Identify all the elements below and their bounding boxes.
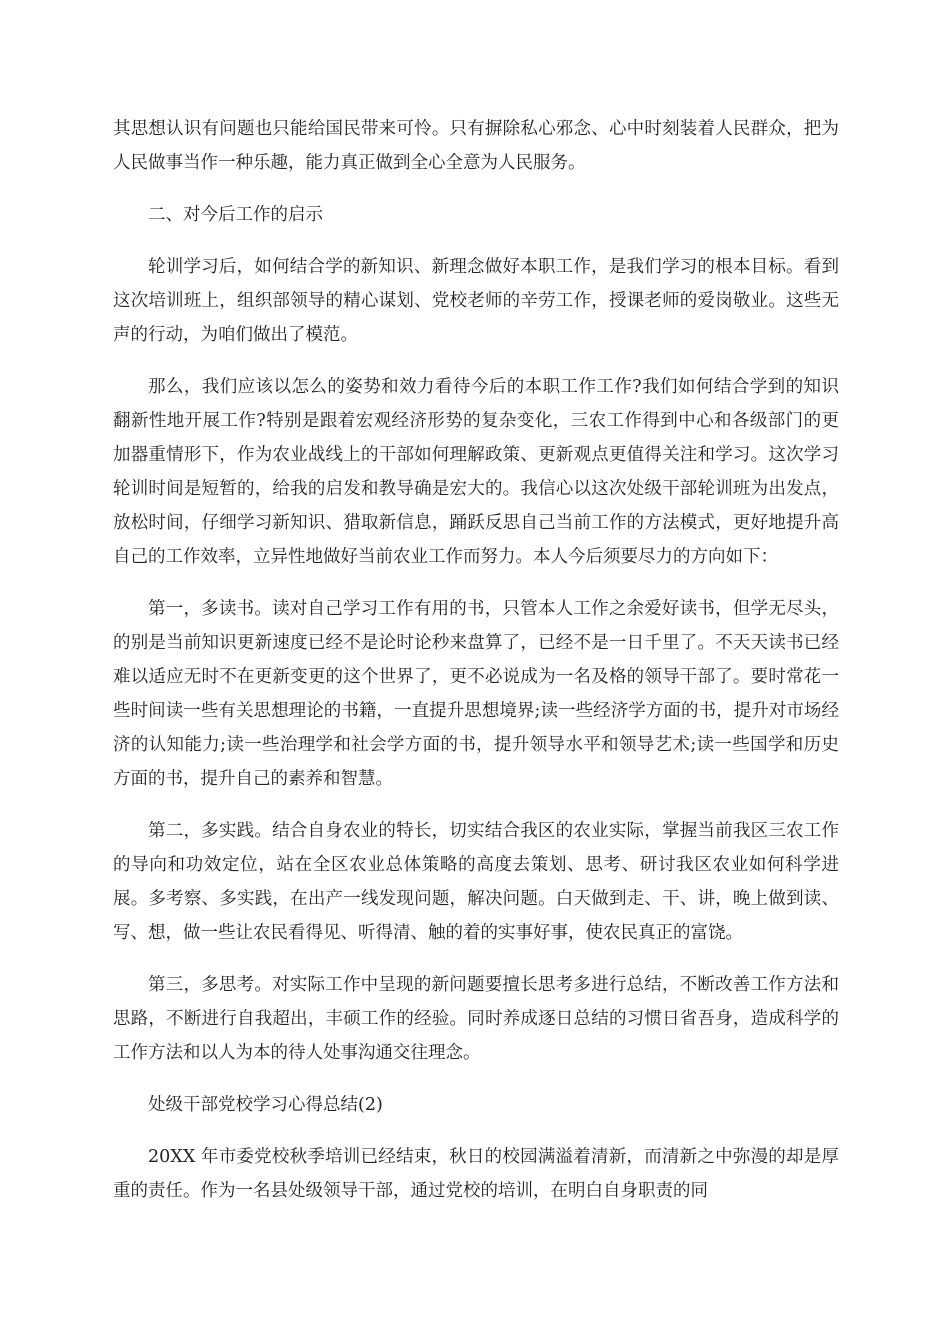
- paragraph: 20XX 年市委党校秋季培训已经结束，秋日的校园满溢着清新，而清新之中弥漫的却是厚重的责任。作为一名县处级领导干部，通过党校的培训，在明白自身职责的同: [113, 1147, 839, 1201]
- paragraph-read-more: 第一，多读书。读对自己学习工作有用的书，只管本人工作之余爱好读书，但学无尽头，的别是当前知识更新速度已经不是论时论秒来盘算了，已经不是一日千里了。不天天读书已经难以适应无时不在更新变更的这个世界了，更不必说成为一名及格的领导干部了。要时常花一些时间读一些有关思想理论的书籍，一直提升思想境界;读一些经济学方面的书，提升对市场经济的认知能力;读一些治理学和社会学方面的书，提升领导水平和领导艺术;读一些国学和历史方面的书，提升自己的素养和智慧。: [113, 599, 839, 789]
- article-title-2: 处级干部党校学习心得总结(2): [148, 1095, 383, 1115]
- paragraph-continued: 其思想认识有问题也只能给国民带来可怜。只有摒除私心邪念、心中时刻装着人民群众，把为人民做事当作一种乐趣，能力真正做到全心全意为人民服务。: [113, 119, 839, 173]
- paragraph: 轮训学习后，如何结合学的新知识、新理念做好本职工作，是我们学习的根本目标。看到这次培训班上，组织部领导的精心谋划、党校老师的辛劳工作，授课老师的爱岗敬业。这些无声的行动，为咱们做出了模范。: [113, 257, 839, 345]
- paragraph-practice-more: 第二，多实践。结合自身农业的特长，切实结合我区的农业实际，掌握当前我区三农工作的导向和功效定位，站在全区农业总体策略的高度去策划、思考、研讨我区农业如何科学进展。多考察、多实践，在出产一线发现问题，解决问题。白天做到走、干、讲，晚上做到读、写、想，做一些让农民看得见、听得清、触的着的实事好事，使农民真正的富饶。: [113, 821, 839, 943]
- section-heading-2: 二、对今后工作的启示: [148, 205, 323, 225]
- paragraph-think-more: 第三，多思考。对实际工作中呈现的新问题要擅长思考多进行总结，不断改善工作方法和思路，不断进行自我超出，丰硕工作的经验。同时养成逐日总结的习惯日省吾身，造成科学的工作方法和以人为本的待人处事沟通交往理念。: [113, 975, 839, 1063]
- paragraph: 那么，我们应该以怎么的姿势和效力看待今后的本职工作工作?我们如何结合学到的知识翻新性地开展工作?特别是跟着宏观经济形势的复杂变化，三农工作得到中心和各级部门的更加器重情形下，作为农业战线上的干部如何理解政策、更新观点更值得关注和学习。这次学习轮训时间是短暂的，给我的启发和教导确是宏大的。我信心以这次处级干部轮训班为出发点，放松时间，仔细学习新知识、猎取新信息，踊跃反思自己当前工作的方法模式，更好地提升高自己的工作效率，立异性地做好当前农业工作而努力。本人今后须要尽力的方向如下：: [113, 377, 839, 567]
- document-body: [113, 112, 839, 1226]
